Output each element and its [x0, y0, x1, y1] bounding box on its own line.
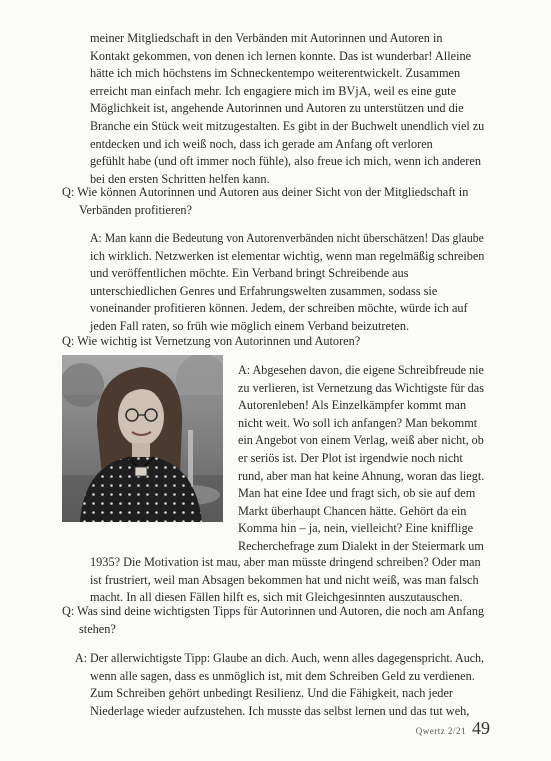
text-line: hätte ich mich höchstens im Schneckentempo weiterentwickelt. Zusammen: [90, 66, 461, 81]
answer-continuation: [90, 30, 484, 188]
answer-3: [75, 650, 484, 720]
text-line: ich wirklich. Netzwerken ist elementar wichtig, wenn man regelmäßig schreiben: [90, 248, 485, 263]
author-portrait-photo: [62, 355, 223, 522]
text-line: und veröffentlichen möchte. Ein Verband bringt Schreibende aus: [90, 266, 409, 281]
text-line: A: Abgesehen davon, die eigene Schreibfreude nie: [238, 363, 484, 377]
text-line: A: Man kann die Bedeutung von Autorenverbänden nicht überschätzen! Das glaube: [90, 231, 484, 245]
text-line: 1935? Die Motivation ist mau, aber man müsste dringend schreiben? Oder man: [90, 555, 481, 569]
magazine-issue: Qwertz 2/21: [415, 726, 466, 736]
text-line: Q: Was sind deine wichtigsten Tipps für Autorinnen und Autoren, die noch am Anfang: [62, 604, 485, 618]
text-line: Zum Schreiben gehört unbedingt Resilienz. Und die Fähigkeit, nach jeder: [90, 686, 454, 701]
text-line: erreicht man einfach mehr. Ich engagiere mich im BVjA, weil es eine gute: [90, 83, 457, 98]
text-line: gefühlt habe (und oft immer noch fühle), also freue ich mich, wenn ich anderen: [90, 154, 481, 169]
text-line: unterschiedlichen Genres und Erfahrungswelten zusammen, sodass sie: [90, 283, 438, 298]
answer-2-beside-photo: [238, 362, 484, 556]
page-number: 49: [472, 718, 490, 738]
text-line: nicht weit. Wo soll ich anfangen? Man bekommt: [238, 415, 478, 430]
text-line: Verbänden profitieren?: [79, 202, 193, 217]
text-line: Niederlage wieder aufzustehen. Ich musste das selbst lernen und das tut weh,: [90, 703, 470, 718]
page-footer: [416, 718, 490, 739]
text-line: Möglichkeit ist, angehende Autorinnen und Autoren zu unterstützen und die: [90, 101, 464, 116]
text-line: bei den ersten Schritten helfen kann.: [90, 171, 270, 186]
text-line: Komma hin – ja, nein, vielleicht? Eine knifflige: [238, 521, 474, 536]
text-line: Autorenleben! Als Einzelkämpfer kommt man: [238, 398, 467, 413]
text-line: meiner Mitgliedschaft in den Verbänden mit Autorinnen und Autoren in: [90, 31, 443, 45]
text-line: wenn alle sagen, dass es unmöglich ist, mit dem Schreiben Geld zu verdienen.: [90, 668, 475, 683]
text-line: A: Der allerwichtigste Tipp: Glaube an dich. Auch, wenn alles dagegenspricht. Auch,: [75, 651, 485, 665]
text-line: ein Angebot von einem Verlag, weiß aber nicht, ob: [238, 433, 484, 448]
text-line: Kontakt gekommen, von denen ich lernen konnte. Das ist wunderbar! Alleine: [90, 48, 472, 63]
answer-1: [90, 230, 484, 336]
text-line: macht. In all diesen Fällen hilft es, sich mit Gleichgesinnten auszutauschen.: [90, 590, 463, 605]
text-line: stehen?: [79, 621, 116, 636]
text-line: Branche ein Stück weit mitzugestalten. Es gibt in der Buchwelt unendlich viel zu: [90, 118, 485, 133]
question-2: [62, 333, 484, 351]
question-1: [62, 184, 484, 219]
text-line: jeden Fall raten, so früh wie möglich einem Verband beizutreten.: [90, 318, 410, 333]
text-line: er seriös ist. Der Plot ist irgendwie noch nicht: [238, 450, 463, 465]
question-3: [62, 603, 484, 638]
text-line: Markt überhaupt Chancen hätte. Gehört da ein: [238, 503, 467, 518]
portrait-image: [62, 355, 223, 522]
text-line: Q: Wie können Autorinnen und Autoren aus deiner Sicht von der Mitgliedschaft in: [62, 185, 469, 199]
text-line: Q: Wie wichtig ist Vernetzung von Autorinnen und Autoren?: [62, 334, 361, 348]
text-line: Recherchefrage zum Dialekt in der Steiermark um: [238, 538, 484, 553]
text-line: Man hat eine Idee und fragt sich, ob sie auf dem: [238, 486, 476, 501]
text-line: entdecken und ich weiß noch, dass ich gerade am Anfang oft verloren: [90, 136, 433, 151]
text-line: ist frustriert, weil man Absagen bekommen hat und nicht weiß, was man falsch: [90, 572, 479, 587]
text-line: voneinander profitieren können. Jedem, der schreiben möchte, würde ich auf: [90, 301, 468, 316]
text-line: zu verlieren, ist Vernetzung das Wichtigste für das: [238, 380, 484, 395]
answer-2-continuation: [90, 554, 484, 607]
text-line: rund, aber man hat keine Ahnung, woran das liegt.: [238, 468, 485, 483]
